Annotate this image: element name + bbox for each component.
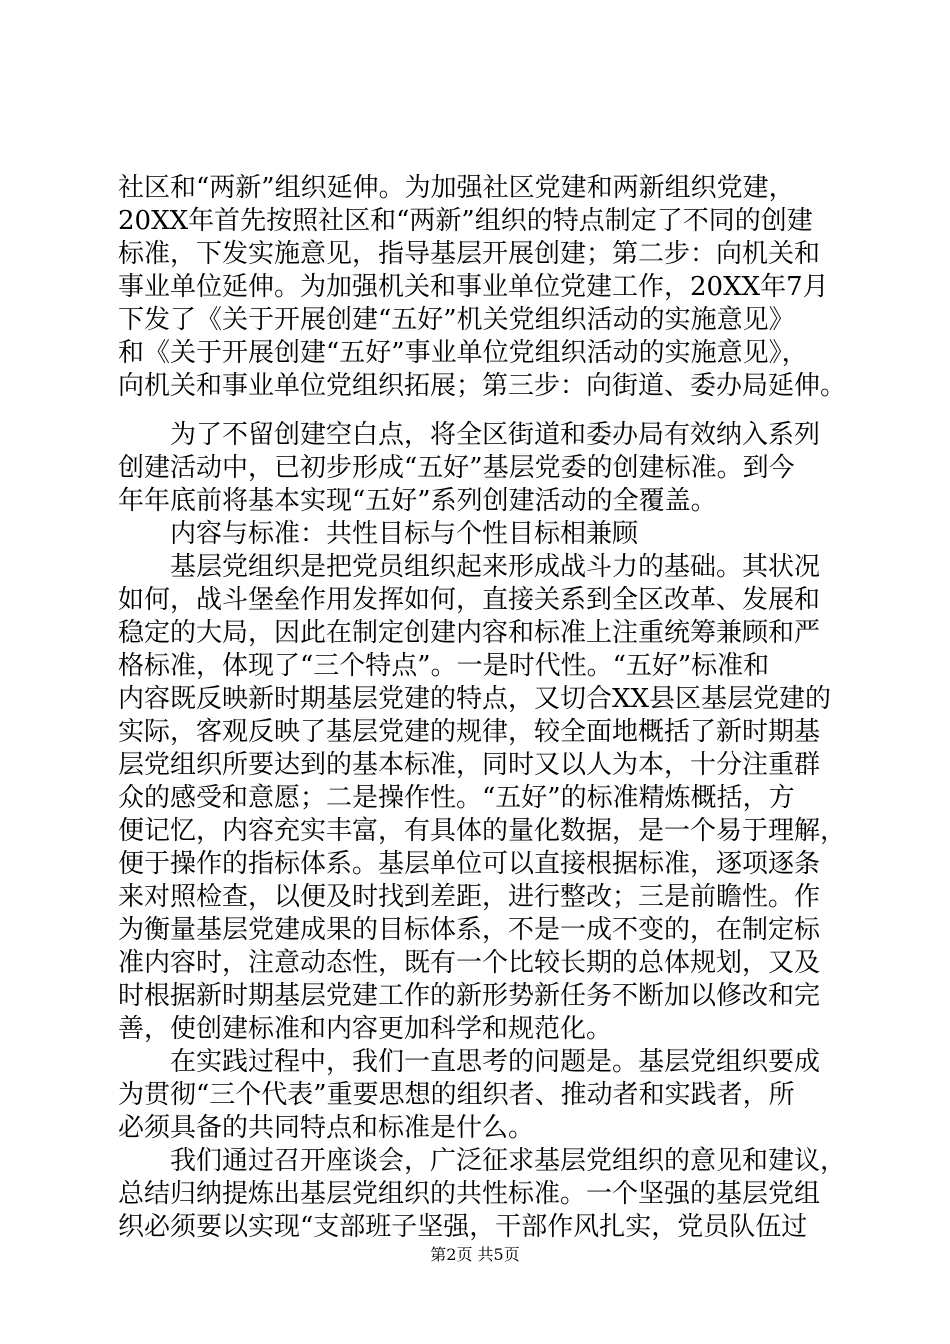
- text-line: 事业单位延伸。为加强机关和事业单位党建工作，20XX年7月: [118, 272, 829, 302]
- text-line: 标准，下发实施意见，指导基层开展创建；第二步：向机关和: [118, 239, 821, 269]
- text-line: 内容既反映新时期基层党建的特点，又切合XX县区基层党建的: [118, 684, 832, 714]
- text-line: 织必须要以实现“支部班子坚强，干部作风扎实，党员队伍过: [118, 1212, 808, 1242]
- section-heading: 内容与标准：共性目标与个性目标相兼顾: [118, 519, 639, 549]
- text-line: 和《关于开展创建“五好”事业单位党组织活动的实施意见》，: [118, 338, 808, 368]
- text-line: 为贯彻“三个代表”重要思想的组织者、推动者和实践者，所: [118, 1080, 795, 1110]
- page-footer: 第2页 共5页: [430, 1245, 520, 1264]
- text-line: 创建活动中，已初步形成“五好”基层党委的创建标准。到今: [118, 453, 795, 483]
- text-line: 为衡量基层党建成果的目标体系，不是一成不变的，在制定标: [118, 915, 821, 945]
- text-line: 必须具备的共同特点和标准是什么。: [118, 1113, 535, 1143]
- text-line: 我们通过召开座谈会，广泛征求基层党组织的意见和建议，: [118, 1146, 847, 1176]
- text-line: 向机关和事业单位党组织拓展；第三步：向街道、委办局延伸。: [118, 371, 847, 401]
- text-line: 时根据新时期基层党建工作的新形势新任务不断加以修改和完: [118, 981, 821, 1011]
- text-line: 年年底前将基本实现“五好”系列创建活动的全覆盖。: [118, 486, 717, 516]
- text-line: 实际，客观反映了基层党建的规律，较全面地概括了新时期基: [118, 717, 821, 747]
- text-line: 为了不留创建空白点，将全区街道和委办局有效纳入系列: [118, 420, 821, 450]
- text-line: 层党组织所要达到的基本标准，同时又以人为本，十分注重群: [118, 750, 821, 780]
- text-line: 便于操作的指标体系。基层单位可以直接根据标准，逐项逐条: [118, 849, 821, 879]
- text-line: 总结归纳提炼出基层党组织的共性标准。一个坚强的基层党组: [118, 1179, 821, 1209]
- text-line: 善，使创建标准和内容更加科学和规范化。: [118, 1014, 613, 1044]
- text-line: 稳定的大局，因此在制定创建内容和标准上注重统筹兼顾和严: [118, 618, 821, 648]
- text-line: 众的感受和意愿；二是操作性。“五好”的标准精炼概括，方: [118, 783, 795, 813]
- text-line: 20XX年首先按照社区和“两新”组织的特点制定了不同的创建: [118, 206, 813, 236]
- text-line: 如何，战斗堡垒作用发挥如何，直接关系到全区改革、发展和: [118, 585, 821, 615]
- text-line: 下发了《关于开展创建“五好”机关党组织活动的实施意见》: [118, 305, 795, 335]
- text-line: 社区和“两新”组织延伸。为加强社区党建和两新组织党建，: [118, 173, 795, 203]
- text-line: 便记忆，内容充实丰富，有具体的量化数据，是一个易于理解，: [118, 816, 847, 846]
- text-line: 来对照检查，以便及时找到差距，进行整改；三是前瞻性。作: [118, 882, 821, 912]
- text-line: 基层党组织是把党员组织起来形成战斗力的基础。其状况: [118, 552, 821, 582]
- text-line: 格标准，体现了“三个特点”。一是时代性。“五好”标准和: [118, 651, 770, 681]
- text-line: 准内容时，注意动态性，既有一个比较长期的总体规划，又及: [118, 948, 821, 978]
- text-line: 在实践过程中，我们一直思考的问题是。基层党组织要成: [118, 1047, 821, 1077]
